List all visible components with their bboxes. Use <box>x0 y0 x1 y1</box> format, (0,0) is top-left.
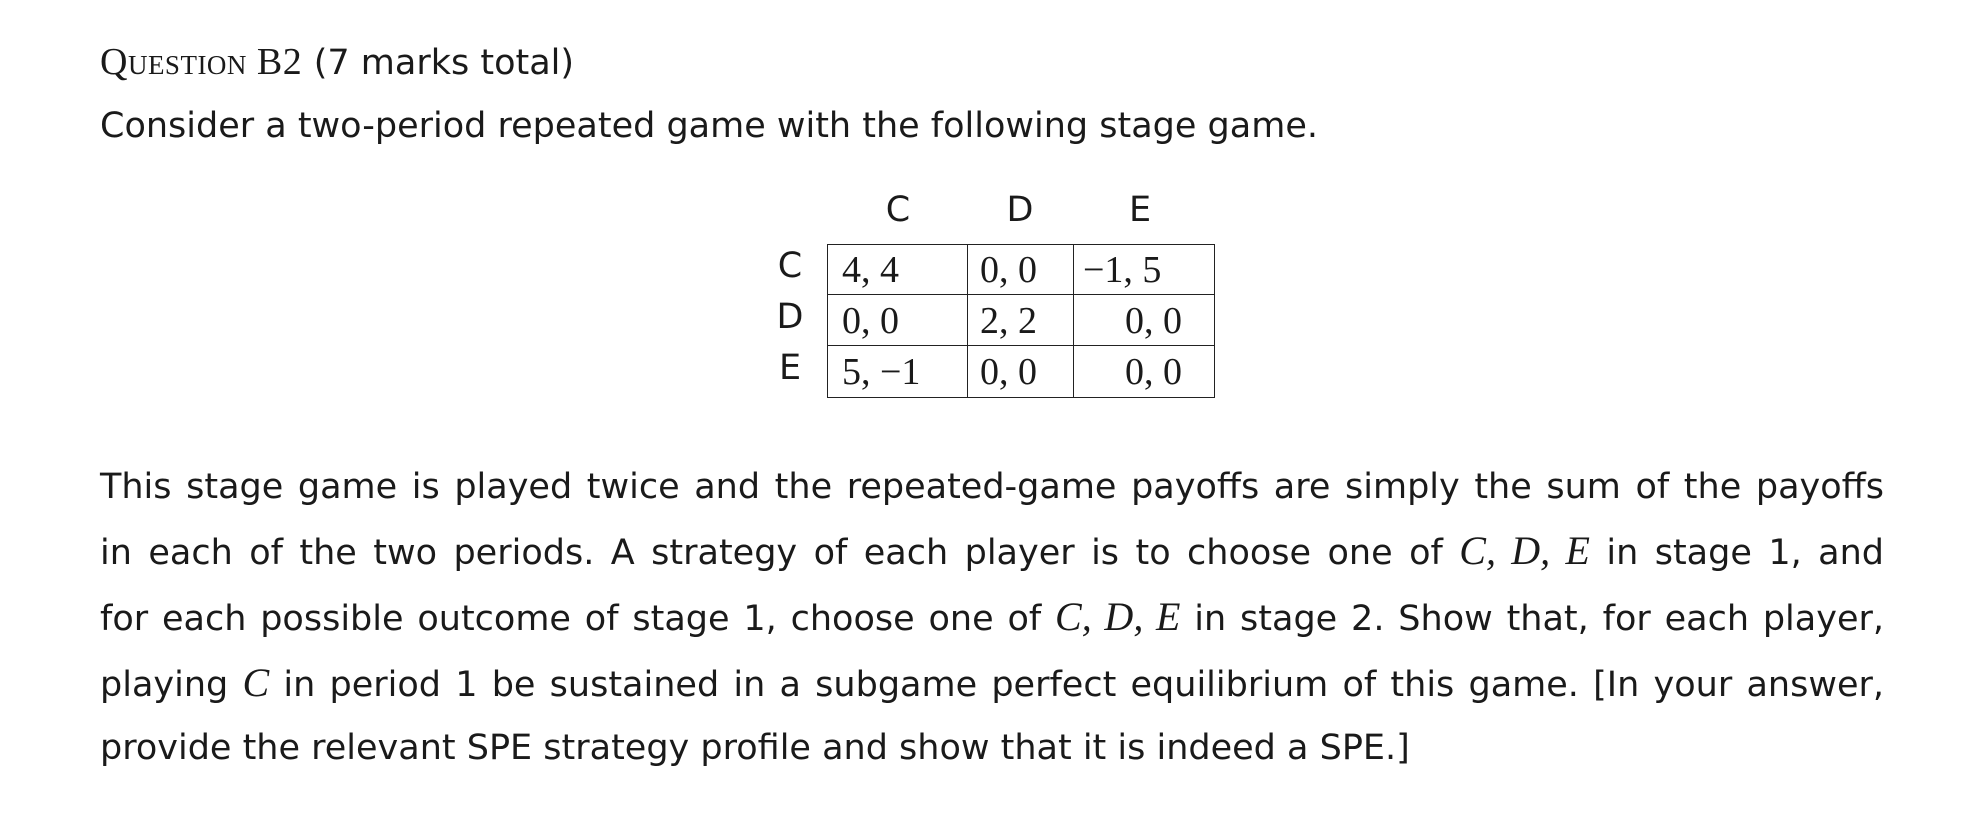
cell-d-e: 0, 0 <box>1125 300 1182 342</box>
intro-text: Consider a two-period repeated game with the following stage game. <box>100 106 1318 146</box>
grid-divider <box>967 245 968 397</box>
payoff-grid <box>827 244 1215 398</box>
row-header-d: D <box>776 297 804 337</box>
body-line: provide the relevant SPE strategy profile and show that it is indeed a SPE.] <box>100 728 1410 768</box>
question-body <box>100 456 1884 780</box>
body-line: This stage game is played twice and the repeated-game payoffs are simply the sum of the payoffs <box>100 467 1884 507</box>
math-choices: C, D, E <box>1055 594 1181 639</box>
math-choices: C, D, E <box>1459 528 1590 573</box>
grid-divider <box>1073 245 1074 397</box>
question-label: Question B2 <box>100 41 303 83</box>
math-c: C <box>242 660 270 705</box>
row-header-e: E <box>778 348 802 388</box>
row-header-c: C <box>777 246 803 286</box>
cell-d-d: 2, 2 <box>980 300 1037 342</box>
cell-e-c: 5, −1 <box>842 351 921 393</box>
cell-e-e: 0, 0 <box>1125 351 1182 393</box>
body-line: in each of the two periods. A strategy of each player is to choose one of C, D, E in stage 1, and <box>100 528 1884 573</box>
body-line: for each possible outcome of stage 1, choose one of C, D, E in stage 2. Show that, for each player, <box>100 594 1884 639</box>
question-marks: (7 marks total) <box>313 43 575 83</box>
col-header-d: D <box>1006 190 1034 230</box>
col-header-c: C <box>885 190 911 230</box>
cell-c-e: −1, 5 <box>1083 249 1162 291</box>
body-line: playing C in period 1 be sustained in a subgame perfect equilibrium of this game. [In your answer, <box>100 660 1884 705</box>
cell-e-d: 0, 0 <box>980 351 1037 393</box>
cell-d-c: 0, 0 <box>842 300 899 342</box>
cell-c-c: 4, 4 <box>842 249 899 291</box>
col-header-e: E <box>1128 190 1152 230</box>
question-heading <box>100 36 574 89</box>
cell-c-d: 0, 0 <box>980 249 1037 291</box>
